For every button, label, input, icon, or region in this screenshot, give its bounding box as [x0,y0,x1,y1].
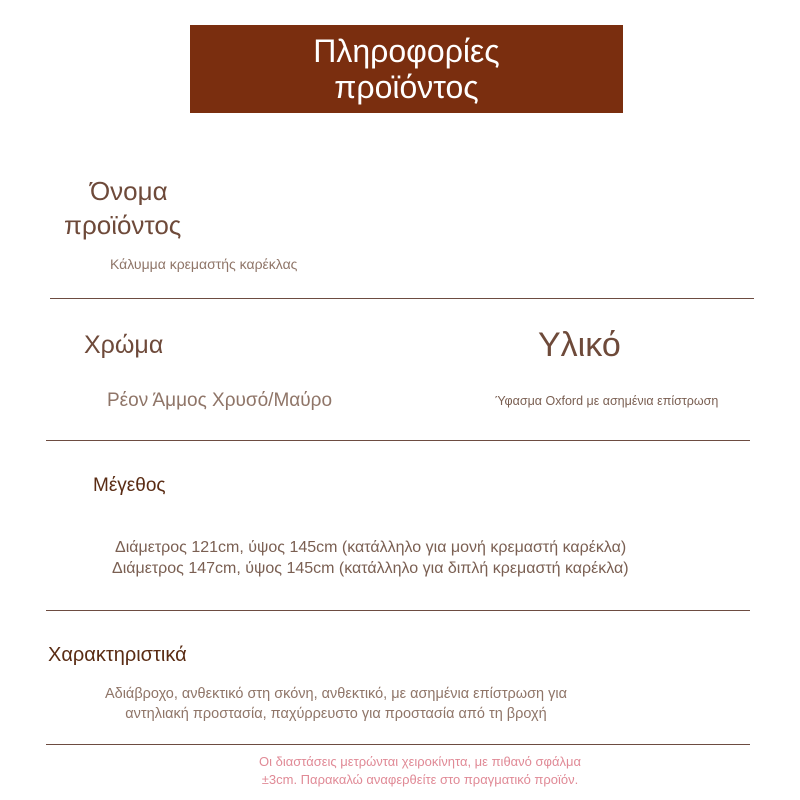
divider-3 [46,610,750,611]
product-name-label-line-1: Όνομα [90,176,168,206]
divider-2 [46,440,750,441]
features-value-line-1: Αδιάβροχο, ανθεκτικό στη σκόνη, ανθεκτικό, με ασημένια επίστρωση για [104,686,568,702]
divider-4 [46,744,750,745]
features-label: Χαρακτηριστικά [48,644,187,666]
material-value: Ύφασμα Oxford με ασημένια επίστρωση [495,394,719,408]
size-value [112,537,629,579]
color-value: Ρέον Άμμος Χρυσό/Μαύρο [107,390,333,411]
color-label: Χρώμα [84,331,164,359]
material-label: Υλικό [538,326,621,364]
features-value [56,684,616,724]
measurement-note-line-2: ±3cm. Παρακαλώ αναφερθείτε στο πραγματικό προϊόν. [261,772,579,787]
measurement-note-line-1: Οι διαστάσεις μετρώνται χειροκίνητα, με πιθανό σφάλμα [258,754,582,769]
page-title-line-1: Πληροφορίες [313,33,500,69]
divider-1 [50,298,754,299]
size-label: Μέγεθος [93,475,166,496]
size-value-line-2: Διάμετρος 147cm, ύψος 145cm (κατάλληλο για διπλή κρεμαστή καρέκλα) [112,560,629,577]
measurement-note [200,753,640,789]
product-name-label-line-2: προϊόντος [64,210,182,240]
page-title-line-2: προϊόντος [334,69,479,105]
product-name-label [64,174,181,242]
features-value-line-2: αντηλιακή προστασία, παχύρρευστο για προστασία από τη βροχή [125,706,547,722]
page-title-banner [190,25,623,113]
size-value-line-1: Διάμετρος 121cm, ύψος 145cm (κατάλληλο για μονή κρεμαστή καρέκλα) [115,539,627,556]
product-name-value: Κάλυμμα κρεμαστής καρέκλας [110,256,298,272]
